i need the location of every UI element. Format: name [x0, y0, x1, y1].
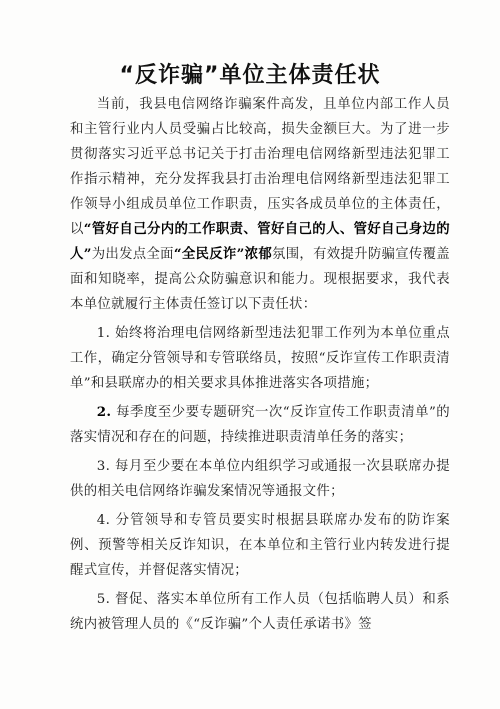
clause-number: 2.	[96, 404, 112, 420]
clause-item	[70, 508, 450, 583]
clause-number: 5.	[96, 592, 111, 607]
clause-text: 始终将治理电信网络新型违法犯罪工作列为本单位重点工作，确定分管领导和专管联络员，按照“反诈宣传工作职责清单”和县联席办的相关要求具体推进落实各项措施；	[70, 326, 450, 391]
clause-text: 每季度至少要专题研究一次“反诈宣传工作职责清单”的落实情况和存在的问题，持续推进职责清单任务的落实；	[70, 405, 450, 445]
clause-text: 督促、落实本单位所有工作人员（包括临聘人员）和系统内被管理人员的《“反诈骗”个人责任承诺书》签	[70, 592, 450, 632]
document-body	[70, 92, 450, 637]
clause-item	[70, 587, 450, 637]
document-title: “反诈骗”单位主体责任状	[119, 63, 381, 88]
clause-number: 1.	[96, 326, 111, 341]
clause-item	[70, 400, 450, 450]
clause-text: 每月至少要在本单位内组织学习或通报一次县联席办提供的相关电信网络诈骗发案情况等通报文件；	[70, 459, 450, 499]
clause-text: 分管领导和专管员要实时根据县联席办发布的防诈案例、预警等相关反诈知识，在本单位和主管行业内转发进行提醒式宣传，并督促落实情况；	[70, 513, 450, 578]
intro-emphasis: “全民反诈”浓郁	[173, 246, 273, 262]
clause-number: 3.	[96, 459, 111, 474]
intro-emphasis: “管好自己分内的工作职责、管好自己的人、管好自己身边的人”	[70, 221, 450, 262]
clause-number: 4.	[96, 513, 111, 528]
intro-text: 为出发点全面	[91, 247, 174, 262]
intro-text: 氛围，有效提升防骗宣传覆盖面和知晓率，提高公众防骗意识和能力。现根据要求，我代表本单位就履行主体责任签订以下责任状：	[70, 247, 450, 312]
clause-item	[70, 321, 450, 396]
intro-text: 当前，我县电信网络诈骗案件高发，且单位内部工作人员和主管行业内人员受骗占比较高，损失金额巨大。为了进一步贯彻落实习近平总书记关于打击治理电信网络新型违法犯罪工作指示精神，充分发挥我县打击治理电信网络新型违法犯罪工作领导小组成员单位工作职责，压实各成员单位的主体责任，以	[70, 97, 450, 237]
clause-item	[70, 454, 450, 504]
intro-paragraph	[70, 92, 450, 317]
